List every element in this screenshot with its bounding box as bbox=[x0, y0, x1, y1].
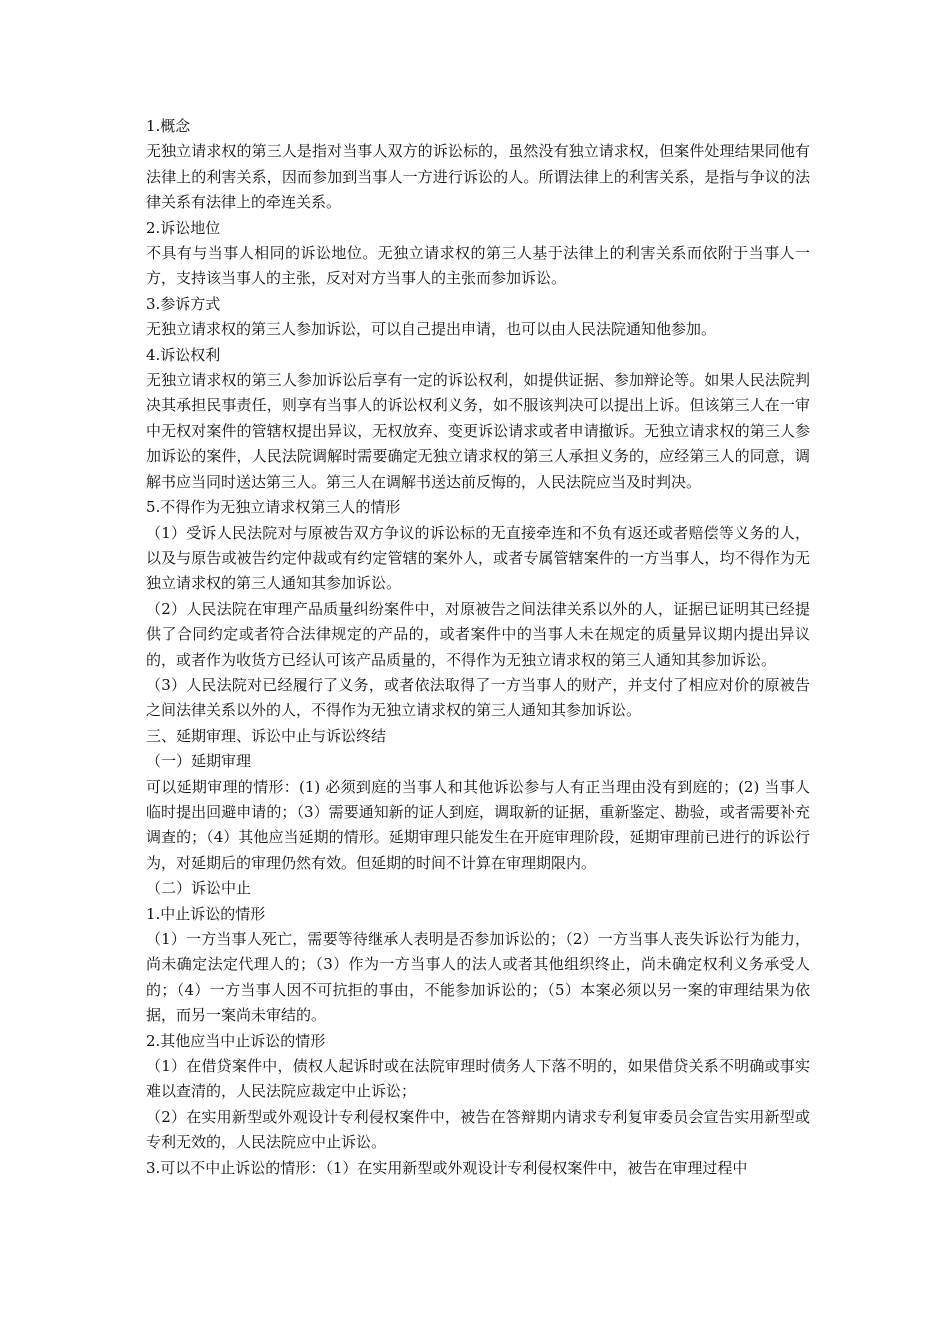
heading-concept: 1.概念 bbox=[146, 117, 191, 135]
heading-suspension-situations: 1.中止诉讼的情形 bbox=[146, 904, 266, 923]
paragraph-excluded-1: （1）受诉人民法院对与原被告双方争议的诉讼标的无直接牵连和不负有返还或者赔偿等义务的人，以及与原告或被告约定仲裁或有约定管辖的案外人，或者专属管辖案件的一方当事人，均不得作为无独立请求权的第三人通知其参加诉讼。 bbox=[146, 523, 810, 593]
heading-participation-method: 3.参诉方式 bbox=[146, 294, 221, 313]
heading-other-suspension: 2.其他应当中止诉讼的情形 bbox=[146, 1031, 326, 1050]
paragraph-other-suspension-2: （2）在实用新型或外观设计专利侵权案件中，被告在答辩期内请求专利复审委员会宣告实用新型或专利无效的，人民法院应中止诉讼。 bbox=[146, 1107, 810, 1152]
paragraph-litigation-status: 不具有与当事人相同的诉讼地位。无独立请求权的第三人基于法律上的利害关系而依附于当事人一方，支持该当事人的主张，反对对方当事人的主张而参加诉讼。 bbox=[146, 244, 810, 288]
paragraph-participation-method: 无独立请求权的第三人参加诉讼，可以自己提出申请，也可以由人民法院通知他参加。 bbox=[146, 320, 717, 339]
subheading-postponed-trial: （一）延期审理 bbox=[146, 752, 252, 771]
paragraph-excluded-3: （3）人民法院对已经履行了义务，或者依法取得了一方当事人的财产，并支付了相应对价的原被告之间法律关系以外的人，不得作为无独立请求权的第三人通知其参加诉讼。 bbox=[146, 675, 810, 720]
paragraph-postponed-trial: 可以延期审理的情形：(1) 必须到庭的当事人和其他诉讼参与人有正当理由没有到庭的；(2) 当事人临时提出回避申请的；（3）需要通知新的证人到庭，调取新的证据，重新鉴定、勘验，或者需要补充调查的；（4）其他应当延期的情形。延期审理只能发生在开庭审理阶段，延期审理前已进行的诉讼行为，对延期后的审理仍然有效。但延期的时间不计算在审理期限内。 bbox=[146, 777, 810, 872]
heading-excluded-third-parties: 5.不得作为无独立请求权第三人的情形 bbox=[146, 498, 401, 517]
paragraph-other-suspension-1: （1）在借贷案件中，债权人起诉时或在法院审理时债务人下落不明的，如果借贷关系不明确或事实难以查清的，人民法院应裁定中止诉讼； bbox=[146, 1057, 810, 1101]
heading-litigation-status: 2.诉讼地位 bbox=[146, 218, 221, 237]
paragraph-concept: 无独立请求权的第三人是指对当事人双方的诉讼标的，虽然没有独立请求权，但案件处理结果同他有法律上的利害关系，因而参加到当事人一方进行诉讼的人。所谓法律上的利害关系，是指与争议的法律关系有法律上的牵连关系。 bbox=[146, 142, 810, 212]
heading-litigation-rights: 4.诉讼权利 bbox=[146, 345, 221, 364]
section-heading-three: 三、延期审理、诉讼中止与诉讼终结 bbox=[146, 726, 387, 745]
document-page bbox=[146, 114, 810, 1181]
paragraph-excluded-2: （2）人民法院在审理产品质量纠纷案件中，对原被告之间法律关系以外的人，证据已证明其已经提供了合同约定或者符合法律规定的产品的，或者案件中的当事人未在规定的质量异议期内提出异议的，或者作为收货方已经认可该产品质量的，不得作为无独立请求权的第三人通知其参加诉讼。 bbox=[146, 599, 810, 669]
paragraph-suspension-situations: （1）一方当事人死亡，需要等待继承人表明是否参加诉讼的；（2）一方当事人丧失诉讼行为能力，尚未确定法定代理人的；（3）作为一方当事人的法人或者其他组织终止，尚未确定权利义务承受人的；（4）一方当事人因不可抗拒的事由，不能参加诉讼的；（5）本案必须以另一案的审理结果为依据，而另一案尚未审结的。 bbox=[146, 930, 810, 1025]
paragraph-litigation-rights: 无独立请求权的第三人参加诉讼后享有一定的诉讼权利，如提供证据、参加辩论等。如果人民法院判决其承担民事责任，则享有当事人的诉讼权利义务，如不服该判决可以提出上诉。但该第三人在一审中无权对案件的管辖权提出异议，无权放弃、变更诉讼请求或者申请撤诉。无独立请求权的第三人参加诉讼的案件，人民法院调解时需要确定无独立请求权的第三人承担义务的，应经第三人的同意，调解书应当同时送达第三人。第三人在调解书送达前反悔的，人民法院应当及时判决。 bbox=[146, 371, 810, 491]
subheading-suspension: （二）诉讼中止 bbox=[146, 879, 252, 898]
paragraph-no-suspension: 3.可以不中止诉讼的情形：（1）在实用新型或外观设计专利侵权案件中，被告在审理过程中 bbox=[146, 1158, 748, 1177]
